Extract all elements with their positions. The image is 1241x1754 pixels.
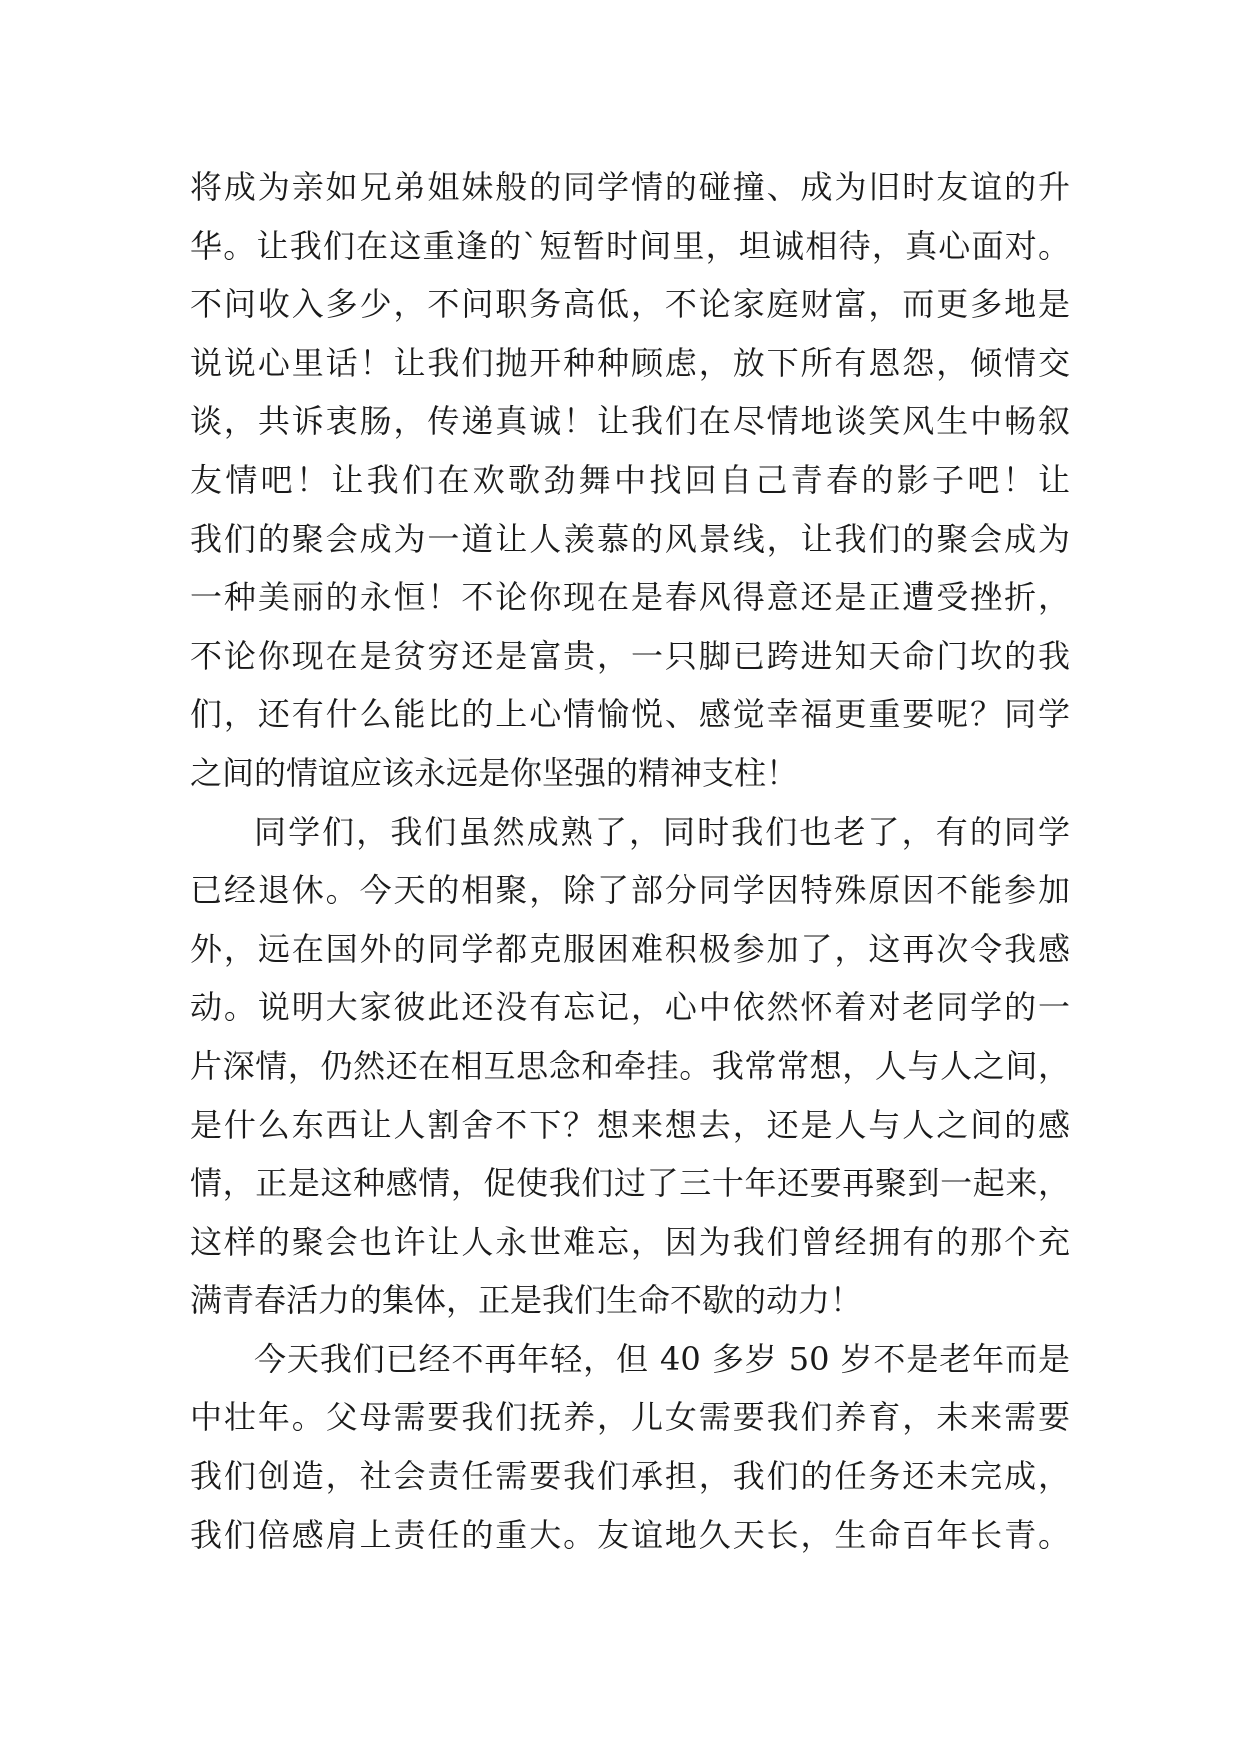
text-line: 中壮年。父母需要我们抚养，儿女需要我们养育，未来需要: [190, 1398, 1070, 1437]
text-line: 我们创造，社会责任需要我们承担，我们的任务还未完成，: [190, 1457, 1070, 1496]
text-line: 是什么东西让人割舍不下？想来想去，还是人与人之间的感: [190, 1105, 1070, 1144]
text-line: 华。让我们在这重逢的`短暂时间里，坦诚相待，真心面对。: [190, 226, 1070, 265]
text-line: 这样的聚会也许让人永世难忘，因为我们曾经拥有的那个充: [190, 1222, 1070, 1261]
text-line: 满青春活力的集体，正是我们生命不歇的动力！: [190, 1281, 863, 1320]
paragraph-start-line: 今天我们已经不再年轻，但 40 多岁 50 岁不是老年而是: [254, 1339, 1070, 1378]
text-line: 之间的情谊应该永远是你坚强的精神支柱！: [190, 753, 799, 792]
text-line: 友情吧！让我们在欢歌劲舞中找回自己青春的影子吧！让: [190, 460, 1070, 499]
text-line: 我们的聚会成为一道让人羡慕的风景线，让我们的聚会成为: [190, 519, 1070, 558]
text-line: 一种美丽的永恒！不论你现在是春风得意还是正遭受挫折，: [190, 578, 1070, 617]
text-line: 们，还有什么能比的上心情愉悦、感觉幸福更重要呢？同学: [190, 695, 1070, 734]
text-line: 外，远在国外的同学都克服困难积极参加了，这再次令我感: [190, 929, 1070, 968]
paragraph-start-line: 同学们，我们虽然成熟了，同时我们也老了，有的同学: [254, 812, 1070, 851]
text-line: 我们倍感肩上责任的重大。友谊地久天长，生命百年长青。: [190, 1515, 1070, 1554]
text-line: 片深情，仍然还在相互思念和牵挂。我常常想，人与人之间，: [190, 1046, 1070, 1085]
document-body: [190, 158, 1070, 1564]
text-line: 不论你现在是贫穷还是富贵，一只脚已跨进知天命门坎的我: [190, 636, 1070, 675]
text-line: 说说心里话！让我们抛开种种顾虑，放下所有恩怨，倾情交: [190, 343, 1070, 382]
text-line: 不问收入多少，不问职务高低，不论家庭财富，而更多地是: [190, 285, 1070, 324]
text-line: 情，正是这种感情，促使我们过了三十年还要再聚到一起来，: [190, 1164, 1070, 1203]
text-line: 已经退休。今天的相聚，除了部分同学因特殊原因不能参加: [190, 871, 1070, 910]
text-line: 谈，共诉衷肠，传递真诚！让我们在尽情地谈笑风生中畅叙: [190, 402, 1070, 441]
text-line: 将成为亲如兄弟姐妹般的同学情的碰撞、成为旧时友谊的升: [190, 168, 1070, 206]
text-line: 动。说明大家彼此还没有忘记，心中依然怀着对老同学的一: [190, 988, 1070, 1027]
